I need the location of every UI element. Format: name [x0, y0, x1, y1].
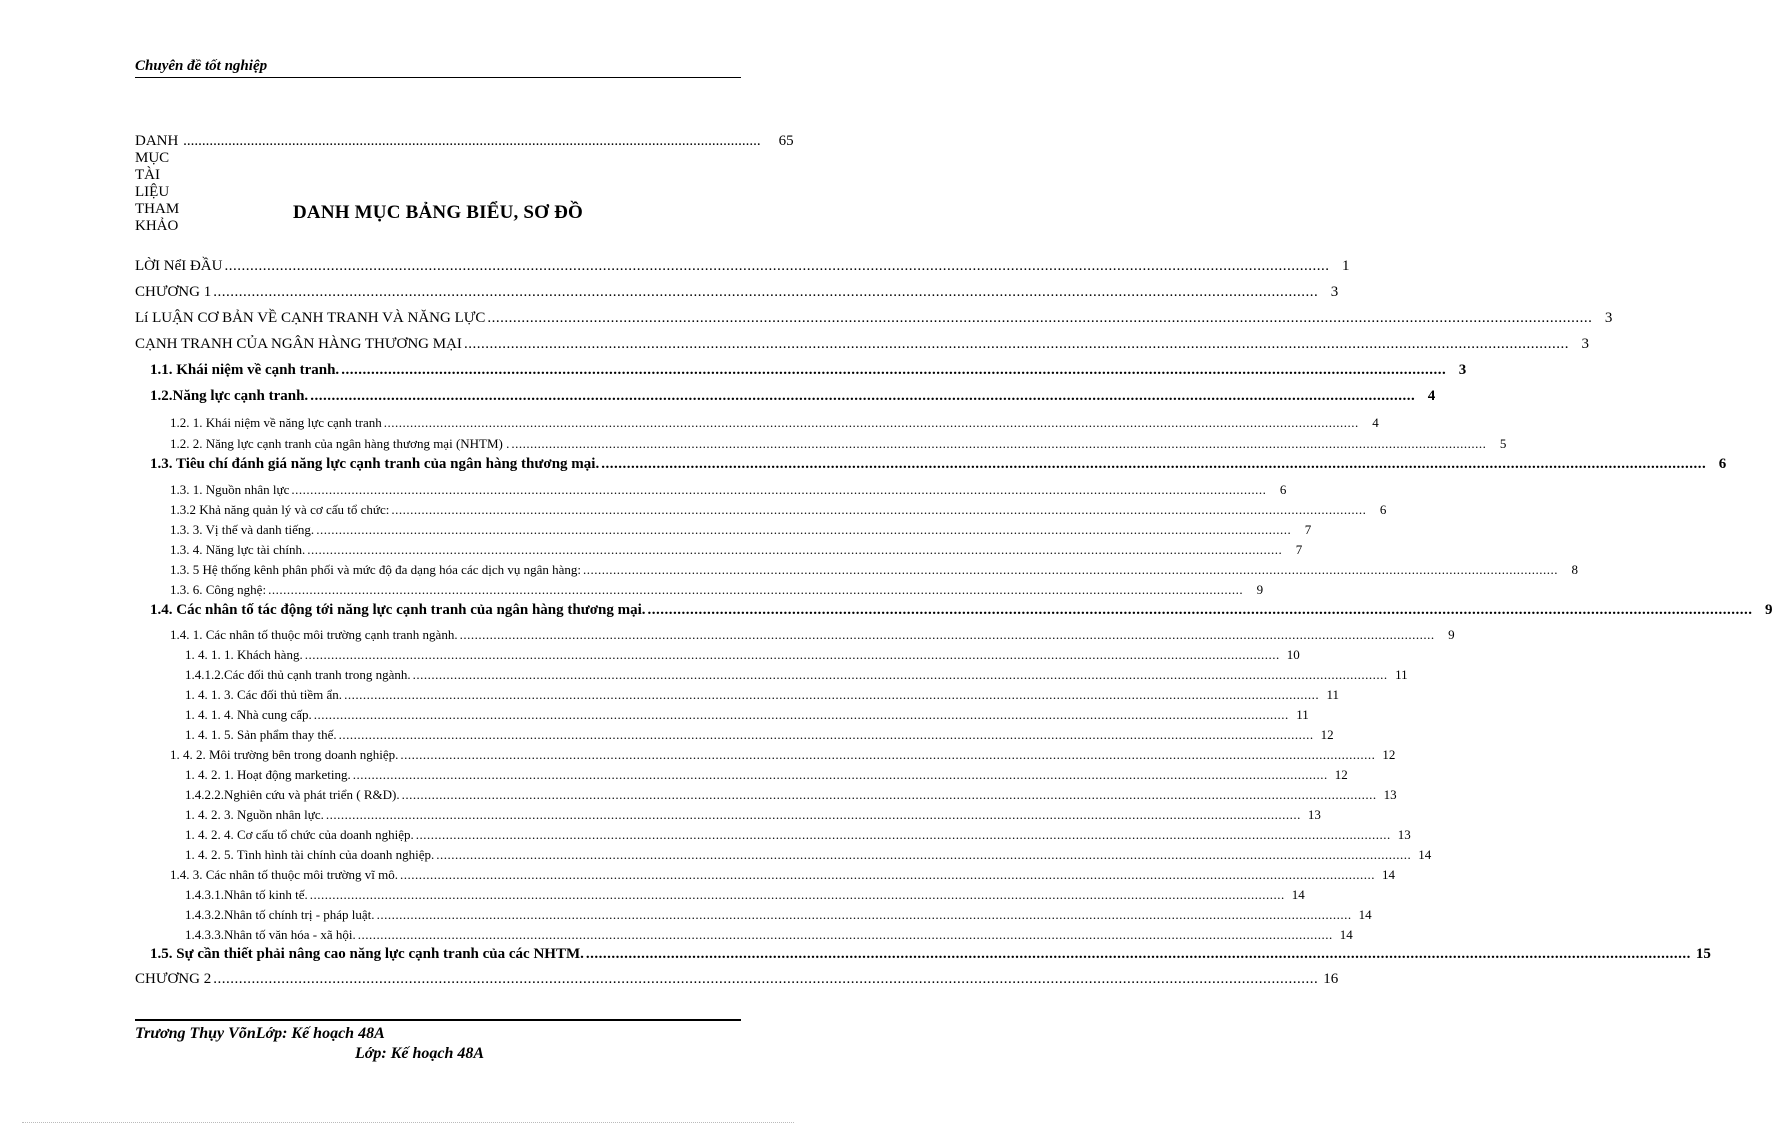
toc-entry[interactable] [170, 436, 1507, 452]
toc-entry[interactable] [170, 482, 1287, 498]
toc-entry-page: 10 [1286, 647, 1300, 662]
toc-entry-page: 6 [1718, 456, 1727, 472]
leader-dots: .................................................................................................................................................................................................................................................................... [391, 502, 1367, 517]
toc-entry[interactable] [185, 907, 1372, 923]
toc-entry[interactable] [170, 542, 1303, 558]
toc-entry[interactable] [150, 946, 1711, 963]
leader-dots: .................................................................................................................................................................................................................................................................... [357, 927, 1333, 942]
toc-entry-label: 1.3. 1. Nguồn nhân lực [170, 482, 290, 497]
toc-entry-page: 8 [1571, 562, 1579, 577]
leader-dots: .................................................................................................................................................................................................................................................................... [415, 827, 1391, 842]
leader-dots: .................................................................................................................................................................................................................................................................... [341, 362, 1447, 378]
toc-entry-label: 1. 4. 2. 1. Hoạt động marketing. [185, 767, 351, 782]
toc-entry-label: Lí LUẬN CƠ BẢN VỀ CẠNH TRANH VÀ NĂNG LỰC [135, 310, 486, 326]
footer-class: Lớp: Kế hoạch 48A [355, 1045, 485, 1062]
leader-dots: .................................................................................................................................................................................................................................................................... [213, 284, 1319, 300]
toc-entry-label: LỜI NểI ĐẦU [135, 258, 223, 274]
leader-dots: .................................................................................................................................................................................................................................................................... [304, 647, 1280, 662]
leader-dots: .................................................................................................................................................................................................................................................................... [213, 971, 1319, 987]
toc-entry-label: 1.3. 4. Năng lực tài chính. [170, 542, 306, 557]
leader-dots: .................................................................................................................................................................................................................................................................... [647, 602, 1753, 618]
toc-entry[interactable] [170, 415, 1379, 431]
toc-entry-page: 12 [1334, 767, 1348, 782]
toc-entry-page: 65 [778, 133, 794, 149]
toc-entry[interactable] [185, 647, 1300, 663]
toc-entry-page: 13 [1383, 787, 1397, 802]
leader-dots: .................................................................................................................................................................................................................................................................... [338, 727, 1314, 742]
toc-entry-page: 3 [1330, 284, 1339, 300]
toc-entry-label: 1.4.3.1.Nhân tố kinh tế. [185, 887, 308, 902]
footer-rule [135, 1019, 741, 1021]
toc-entry-label: 1.4. Các nhân tố tác động tới năng lực cạnh tranh của ngân hàng thương mại. [150, 602, 646, 618]
leader-dots: .................................................................................................................................................................................................................................................................... [463, 336, 1569, 352]
leader-dots: .................................................................................................................................................................................................................................................................... [224, 258, 1330, 274]
toc-entry-label: 1.4.3.3.Nhân tố văn hóa - xã hội. [185, 927, 356, 942]
toc-entry-page: 6 [1279, 482, 1287, 497]
toc-entry-page: 14 [1418, 847, 1432, 862]
leader-dots: .................................................................................................................................................................................................................................................................... [291, 482, 1267, 497]
toc-entry-page: 9 [1765, 602, 1773, 618]
leader-dots: .................................................................................................................................................................................................................................................................... [412, 667, 1388, 682]
toc-entry-label: 1. 4. 1. 4. Nhà cung cấp. [185, 707, 312, 722]
toc-entry-label: 1.4.3.2.Nhân tố chính trị - pháp luật. [185, 907, 375, 922]
leader-dots: .................................................................................................................................................................................................................................................................... [585, 946, 1691, 962]
toc-entry[interactable] [135, 971, 1339, 988]
toc-entry[interactable] [150, 362, 1467, 379]
toc-entry-label: 1. 4. 1. 3. Các đối thủ tiềm ẩn. [185, 687, 343, 702]
toc-entry-label: 1.3.2 Khả năng quản lý và cơ cấu tổ chức: [170, 502, 390, 517]
toc-entry-page: 3 [1581, 336, 1589, 352]
toc-entry-page: 9 [1256, 582, 1264, 597]
leader-dots: .................................................................................................................................................................................................................................................................... [400, 867, 1376, 882]
toc-entry-label: 1.5. Sự cần thiết phải nâng cao năng lực cạnh tranh của các NHTM. [150, 946, 584, 962]
toc-entry-label: 1. 4. 2. 4. Cơ cấu tổ chức của doanh nghiệp. [185, 827, 414, 842]
toc-entry-page: 11 [1326, 687, 1340, 702]
toc-entry-label: 1.4.2.2.Nghiên cứu và phát triển ( R&D). [185, 787, 400, 802]
toc-entry[interactable] [185, 687, 1340, 703]
toc-entry-page: 14 [1358, 907, 1372, 922]
leader-dots: .................................................................................................................................................................................................................................................................... [401, 787, 1377, 802]
toc-entry[interactable] [170, 867, 1396, 883]
toc-entry-page: 3 [1458, 362, 1467, 378]
leader-dots: .................................................................................................................................................................................................................................................................... [344, 687, 1320, 702]
toc-entry-label: 1.1. Khái niệm về cạnh tranh. [150, 362, 340, 378]
toc-entry-label: 1.2.Năng lực cạnh tranh. [150, 388, 309, 404]
toc-entry[interactable] [170, 522, 1312, 538]
toc-entry[interactable] [135, 258, 1350, 275]
toc-entry[interactable] [185, 727, 1334, 743]
leader-dots: .................................................................................................................................................................................................................................................................... [352, 767, 1328, 782]
toc-entry-page: 13 [1397, 827, 1411, 842]
toc-entry-page: 13 [1307, 807, 1321, 822]
toc-entry[interactable] [150, 602, 1773, 619]
toc-entry-page: 1 [1341, 258, 1350, 274]
toc-entry[interactable] [170, 562, 1579, 578]
toc-entry[interactable] [170, 747, 1396, 763]
toc-entry-label: 1.3. Tiêu chí đánh giá năng lực cạnh tranh của ngân hàng thương mại. [150, 456, 600, 472]
toc-entry[interactable] [135, 310, 1613, 327]
leader-dots: .................................................................................................................................................................................................................................................................... [309, 887, 1285, 902]
toc-entry-label: CẠNH TRANH CỦA NGÂN HÀNG THƯƠNG MẠI [135, 336, 462, 352]
toc-entry-page: 15 [1695, 946, 1711, 962]
toc-entry[interactable] [185, 927, 1353, 943]
toc-entry-page: 11 [1296, 707, 1309, 722]
toc-entry-label: 1. 4. 2. 3. Nguồn nhân lực. [185, 807, 324, 822]
toc-entry[interactable] [185, 847, 1432, 863]
toc-entry-label: 1.3. 5 Hệ thống kênh phân phối và mức độ đa dạng hóa các dịch vụ ngân hàng: [170, 562, 582, 577]
toc-entry[interactable] [150, 456, 1727, 473]
leader-dots: .................................................................................................................................................................................................................................................................... [400, 747, 1376, 762]
toc-entry-label: 1. 4. 2. 5. Tình hình tài chính của doanh nghiệp. [185, 847, 435, 862]
toc-entry-page: 14 [1291, 887, 1305, 902]
toc-entry-page: 6 [1379, 502, 1387, 517]
leader-dots: .......................................................................................................................................................... [183, 133, 761, 149]
leader-dots: .................................................................................................................................................................................................................................................................... [313, 707, 1289, 722]
toc-entry-page: 5 [1499, 436, 1507, 451]
toc-entry-page: 12 [1382, 747, 1396, 762]
toc-entry-page: 4 [1427, 388, 1436, 404]
toc-entry-label: 1. 4. 2. Môi trường bên trong doanh nghiệp. [170, 747, 399, 762]
header-title: Chuyên đề tốt nghiệp [135, 58, 268, 74]
toc-entry[interactable] [135, 336, 1589, 353]
toc-entry-page: 16 [1323, 971, 1339, 987]
toc-entry-page: 4 [1372, 415, 1379, 430]
leader-dots: .................................................................................................................................................................................................................................................................... [268, 582, 1244, 597]
toc-entry[interactable] [170, 627, 1455, 643]
leader-dots: .................................................................................................................................................................................................................................................................... [459, 627, 1435, 642]
toc-entry-label: 1.3. 6. Công nghệ: [170, 582, 267, 597]
leader-dots: .................................................................................................................................................................................................................................................................... [310, 388, 1416, 404]
toc-entry-page: 14 [1339, 927, 1353, 942]
toc-entry-label: 1.4. 1. Các nhân tố thuộc môi trường cạnh tranh ngành. [170, 627, 458, 642]
toc-entry-label: 1.3. 3. Vị thế và danh tiếng. [170, 522, 315, 537]
toc-entry-page: 14 [1382, 867, 1396, 882]
leader-dots: .................................................................................................................................................................................................................................................................... [307, 542, 1283, 557]
leader-dots: .................................................................................................................................................................................................................................................................... [583, 562, 1559, 577]
toc-entry-page: 12 [1320, 727, 1334, 742]
toc-entry[interactable] [170, 582, 1264, 598]
toc-entry-label: 1.2. 2. Năng lực cạnh tranh của ngân hàng thương mại (NHTM) . [170, 436, 510, 451]
section-heading: DANH MỤC BẢNG BIỂU, SƠ ĐỒ [292, 202, 584, 223]
toc-entry-label: CHƯƠNG 1 [135, 284, 212, 300]
toc-entry-page: 11 [1395, 667, 1408, 682]
toc-entry[interactable] [170, 502, 1387, 518]
toc-entry[interactable] [150, 388, 1436, 405]
toc-entry-label: 1.4. 3. Các nhân tố thuộc môi trường vĩ mô. [170, 867, 399, 882]
leader-dots: .................................................................................................................................................................................................................................................................... [487, 310, 1593, 326]
footer-author-class: Trương Thụy VõnLớp: Kế hoạch 48A [135, 1025, 385, 1042]
toc-entry-label: 1.4.1.2.Các đối thủ cạnh tranh trong ngành. [185, 667, 411, 682]
toc-entry-label: CHƯƠNG 2 [135, 971, 212, 987]
leader-dots: .................................................................................................................................................................................................................................................................... [601, 456, 1707, 472]
toc-entry[interactable] [185, 827, 1411, 843]
leader-dots: .................................................................................................................................................................................................................................................................... [325, 807, 1301, 822]
toc-entry[interactable] [185, 787, 1397, 803]
toc-entry[interactable] [185, 707, 1309, 723]
leader-dots: .................................................................................................................................................................................................................................................................... [436, 847, 1412, 862]
toc-entry[interactable] [135, 284, 1339, 301]
toc-entry-page: 9 [1448, 627, 1455, 642]
toc-entry[interactable] [185, 767, 1348, 783]
toc-entry-label: 1.2. 1. Khái niệm về năng lực cạnh tranh [170, 415, 382, 430]
toc-entry-label: DANH MỤC TÀI LIỆU THAM KHẢO [135, 133, 180, 234]
toc-entry-label: 1. 4. 1. 1. Khách hàng. [185, 647, 303, 662]
leader-dots: .................................................................................................................................................................................................................................................................... [383, 415, 1359, 430]
leader-dots: .................................................................................................................................................................................................................................................................... [511, 436, 1487, 451]
toc-entry[interactable] [185, 807, 1321, 823]
toc-entry[interactable] [185, 667, 1408, 683]
toc-entry-page: 3 [1604, 310, 1613, 326]
toc-entry-page: 7 [1295, 542, 1303, 557]
leader-dots: .................................................................................................................................................................................................................................................................... [376, 907, 1352, 922]
toc-entry-page: 7 [1304, 522, 1312, 537]
leader-dots: .................................................................................................................................................................................................................................................................... [316, 522, 1292, 537]
toc-entry-label: 1. 4. 1. 5. Sản phẩm thay thế. [185, 727, 337, 742]
toc-entry[interactable] [185, 887, 1305, 903]
header-rule [135, 77, 741, 78]
